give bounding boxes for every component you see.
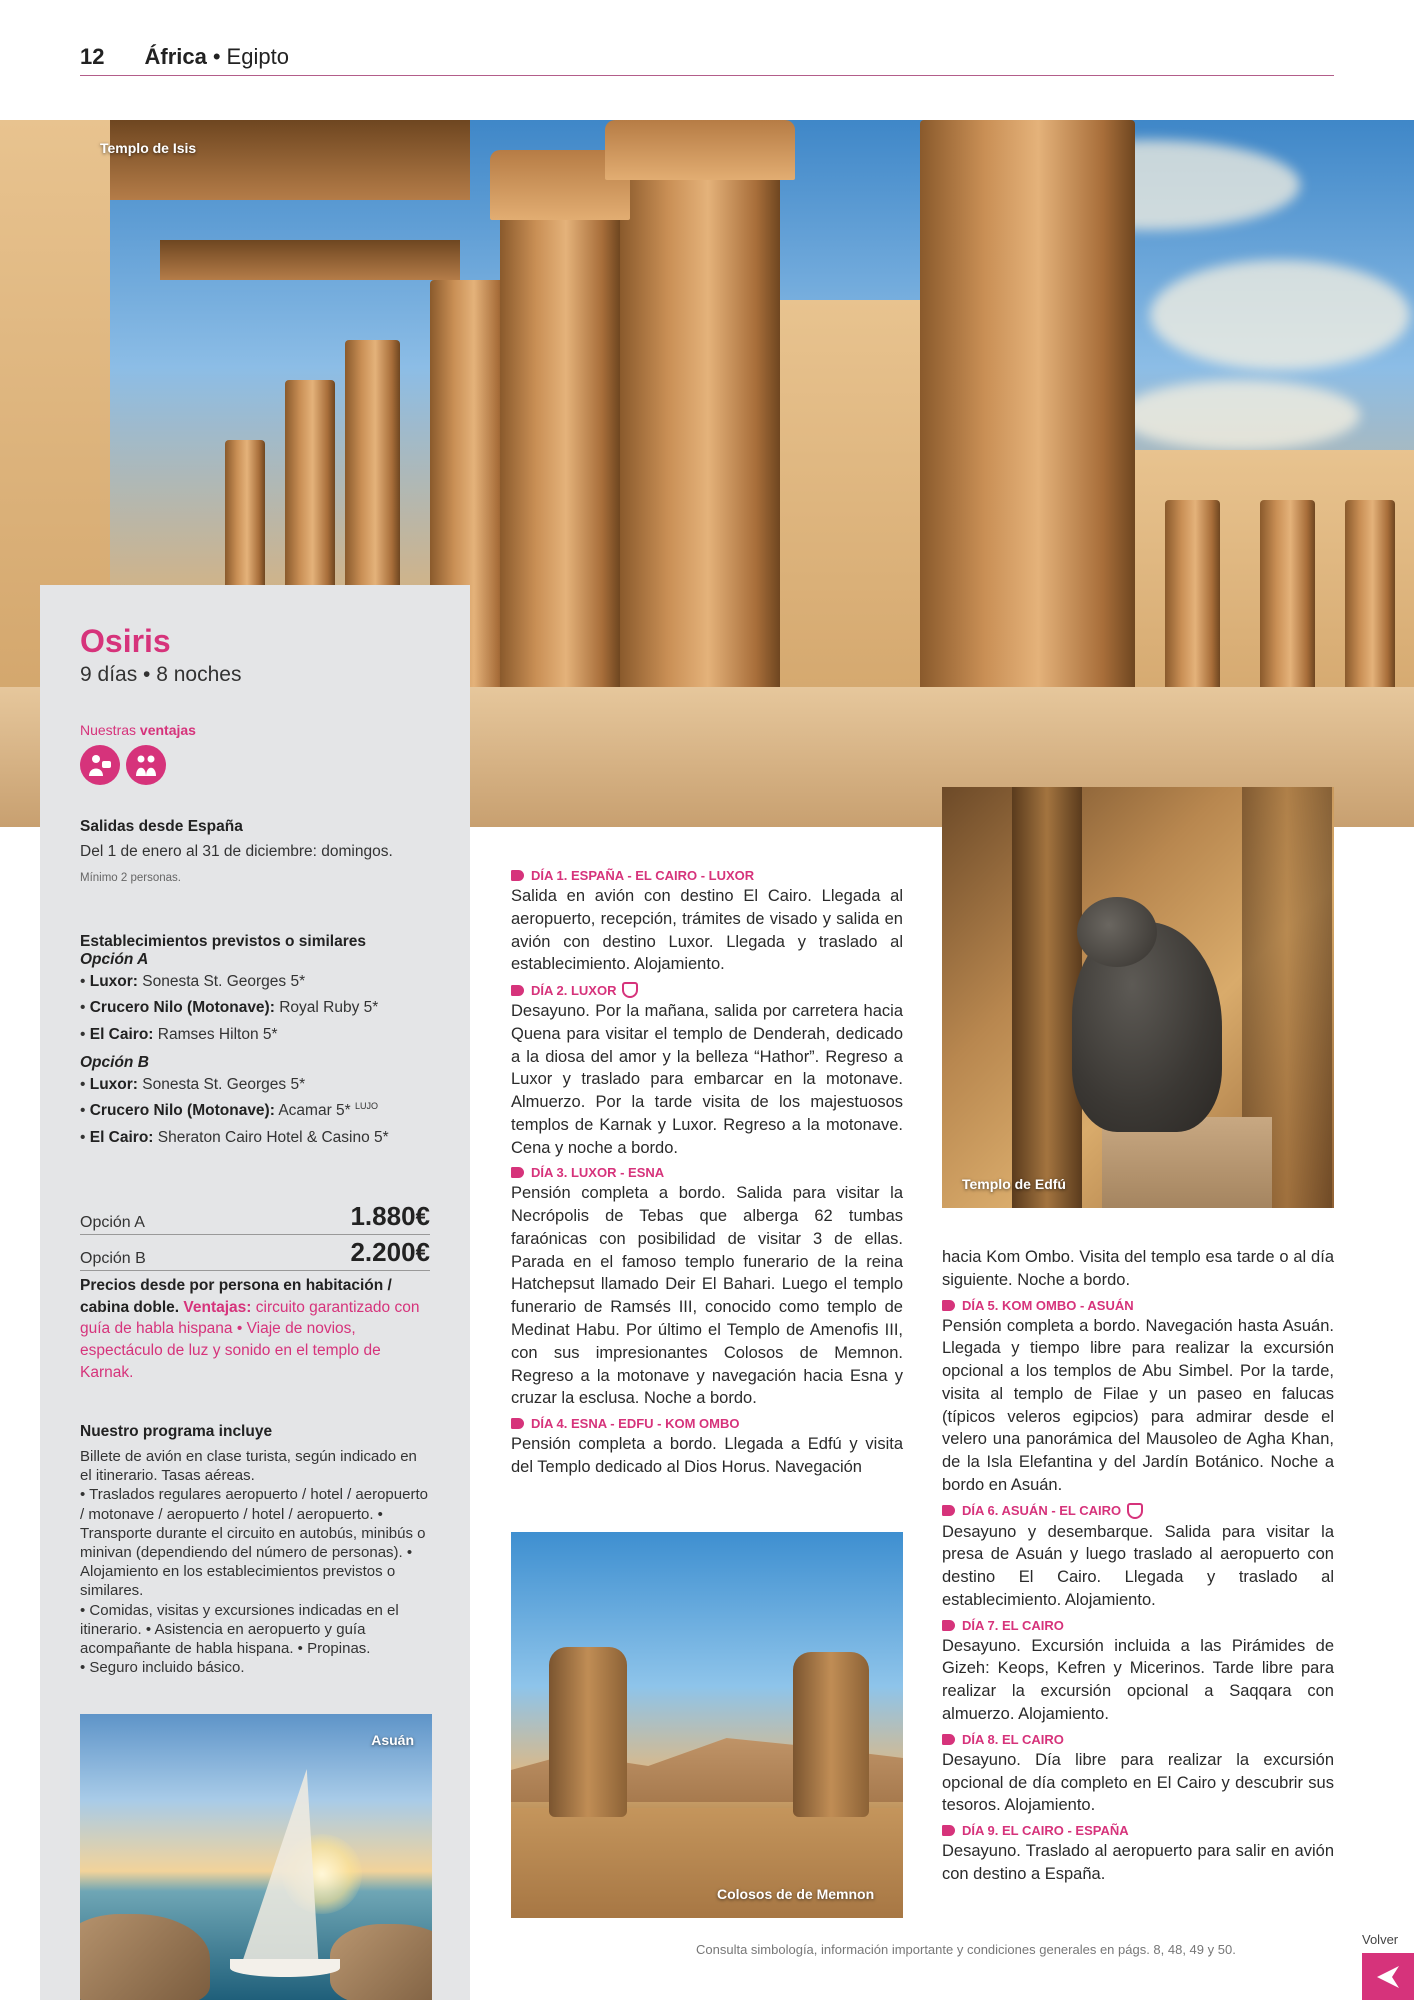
back-button[interactable]	[1362, 1953, 1414, 2000]
itinerary-day	[942, 1618, 1334, 1726]
day-marker-icon	[511, 870, 524, 881]
aswan-caption: Asuán	[371, 1732, 414, 1748]
includes-body	[80, 1447, 430, 1677]
option-b-heading: Opción B	[80, 1054, 149, 1072]
day-text: Pensión completa a bordo. Llegada a Edfú y visita del Templo dedicado al Dios Horus. Navegación	[511, 1435, 903, 1476]
price-row-option-b	[80, 1237, 430, 1271]
hotel-item: • Crucero Nilo (Motonave): Acamar 5* $^{LUJO}$	[80, 1101, 379, 1120]
day-marker-icon	[511, 1418, 524, 1429]
day-marker-icon	[511, 1167, 524, 1178]
day-heading: DÍA 4. ESNA - EDFU - KOM OMBO	[511, 1416, 903, 1431]
itinerary-day	[942, 1823, 1334, 1886]
price-label: Opción A	[80, 1214, 145, 1231]
region-label: África	[144, 44, 207, 69]
price-note	[80, 1275, 430, 1383]
price-label: Opción B	[80, 1250, 146, 1267]
includes-line: Billete de avión en clase turista, según indicado en el itinerario. Tasas aéreas.	[80, 1448, 417, 1485]
trip-title: Osiris	[80, 623, 171, 659]
horus-caption: Templo de Edfú	[962, 1176, 1066, 1192]
itinerary-day	[942, 1503, 1334, 1612]
day-marker-icon	[942, 1505, 955, 1516]
itinerary-day	[511, 1416, 903, 1479]
back-label[interactable]: Volver	[1362, 1932, 1399, 1947]
includes-line: • Seguro incluido básico.	[80, 1659, 245, 1677]
trip-duration: 9 días • 8 noches	[80, 663, 242, 686]
day-marker-icon	[942, 1734, 955, 1745]
day-text: Pensión completa a bordo. Navegación hasta Asuán. Llegada y tiempo libre para realizar la excursión opcional a los templos de Abu Simbel. Por la tarde, visita al templo de Filae y un paseo en falucas (típicos veleros egipcios) para admirar desde el velero una panorámica del Mausoleo de Agha Khan, de la Isla Elefantina y del Jardín Botánico. Noche a bordo en Asuán.	[942, 1316, 1334, 1494]
advantages-label	[80, 722, 196, 738]
day-heading: DÍA 2. LUXOR	[511, 982, 903, 998]
page-number: 12	[80, 44, 105, 69]
ship-icon	[622, 982, 638, 998]
hotel-item: • Luxor: Sonesta St. Georges 5*	[80, 973, 306, 990]
day-marker-icon	[942, 1620, 955, 1631]
day-text-continued: hacia Kom Ombo. Visita del templo esa tarde o al día siguiente. Noche a bordo.	[942, 1248, 1334, 1289]
hotel-item: • El Cairo: Ramses Hilton 5*	[80, 1025, 278, 1043]
day-heading: DÍA 9. EL CAIRO - ESPAÑA	[942, 1823, 1334, 1838]
itinerary-day	[942, 1298, 1334, 1497]
day-heading: DÍA 6. ASUÁN - EL CAIRO	[942, 1503, 1334, 1519]
price-note-ventajas-label: Ventajas:	[183, 1298, 252, 1316]
day-marker-icon	[942, 1825, 955, 1836]
day-heading: DÍA 1. ESPAÑA - EL CAIRO - LUXOR	[511, 868, 903, 883]
country-label: Egipto	[226, 44, 289, 69]
photo-aswan	[80, 1714, 432, 2000]
day-marker-icon	[942, 1300, 955, 1311]
establishments-title: Establecimientos previstos o similares	[80, 933, 367, 950]
itinerary-column-middle	[511, 862, 903, 1479]
day-text: Desayuno. Día libre para realizar la excursión opcional de día completo en El Cairo y descubrir sus tesoros. Alojamiento.	[942, 1750, 1334, 1815]
hotel-item: • Luxor: Sonesta St. Georges 5*	[80, 1076, 306, 1094]
itinerary-day	[942, 1732, 1334, 1817]
includes-line: • Comidas, visitas y excursiones indicadas en el itinerario. • Asistencia en aeropuerto y guía acompañante de habla hispana. • Propinas.	[80, 1601, 399, 1657]
header-separator: •	[212, 44, 221, 69]
itinerary-column-right	[942, 1246, 1334, 1886]
price-note-ventajas-text: circuito garantizado con guía de habla hispana • Viaje de novios, espectáculo de luz y sonido en el templo de Karnak.	[80, 1298, 420, 1381]
day-text: Desayuno. Por la mañana, salida por carretera hacia Quena para visitar el templo de Denderah, dedicado a la diosa del amor y la belleza “Hathor”. Regreso a Luxor y traslado para embarcar en la motonave. Almuerzo. Por la tarde visita de los majestuosos templos de Karnak y Luxor. Regreso a la motonave. Cena y noche a bordo.	[511, 1002, 903, 1157]
day-heading: DÍA 7. EL CAIRO	[942, 1618, 1334, 1633]
option-a-heading: Opción A	[80, 951, 149, 968]
advantages-word: ventajas	[139, 722, 196, 738]
departures-title: Salidas desde España	[80, 818, 243, 835]
day-heading: DÍA 5. KOM OMBO - ASUÁN	[942, 1298, 1334, 1313]
hotel-item: • Crucero Nilo (Motonave): Royal Ruby 5*	[80, 999, 379, 1017]
day-text: Desayuno. Excursión incluida a las Pirámides de Gizeh: Keops, Kefren y Micerinos. Tarde libre para realizar la excursión opcional a Saqqara con almuerzo. Alojamiento.	[942, 1636, 1334, 1724]
includes-title: Nuestro programa incluye	[80, 1423, 273, 1440]
advantages-prefix: Nuestras	[80, 722, 137, 738]
day-marker-icon	[511, 985, 524, 996]
back-arrow-icon	[1373, 1962, 1403, 1992]
includes-line: • Traslados regulares aeropuerto / hotel / aeropuerto / motonave / aeropuerto / hotel / aeropuerto. • Transporte durante el circuito en autobús, minibús o minivan (dependiendo del número de personas). • Alojamiento en los establecimientos previstos o similares.	[80, 1486, 428, 1600]
page-header	[80, 44, 1334, 76]
price-row-option-a	[80, 1201, 430, 1235]
price-note-main: Precios desde por persona en habitación / cabina doble.	[80, 1277, 392, 1316]
day-text: Desayuno y desembarque. Salida para visitar la presa de Asuán y luego traslado al aeropuerto con destino El Cairo. Llegada y traslado al establecimiento. Alojamiento.	[942, 1522, 1334, 1609]
hotel-item: • El Cairo: Sheraton Cairo Hotel & Casino 5*	[80, 1128, 389, 1146]
couple-icon	[126, 745, 166, 785]
itinerary-day	[511, 982, 903, 1159]
price-amount: 2.200€	[350, 1237, 430, 1267]
ship-icon	[1127, 1503, 1143, 1519]
footer-note: Consulta simbología, información importante y condiciones generales en págs. 8, 48, 49 y 50.	[696, 1942, 1236, 1957]
day-text: Desayuno. Traslado al aeropuerto para salir en avión con destino a España.	[942, 1842, 1334, 1883]
photo-colossi-of-memnon	[511, 1532, 903, 1918]
photo-temple-of-edfu	[942, 787, 1334, 1208]
guide-icon	[80, 745, 120, 785]
hero-caption: Templo de Isis	[100, 140, 197, 156]
itinerary-day	[511, 868, 903, 976]
price-amount: 1.880€	[350, 1201, 430, 1231]
memnon-caption: Colosos de de Memnon	[717, 1886, 875, 1902]
day-heading: DÍA 3. LUXOR - ESNA	[511, 1165, 903, 1180]
departures-dates: Del 1 de enero al 31 de diciembre: domingos.	[80, 843, 393, 860]
day-heading: DÍA 8. EL CAIRO	[942, 1732, 1334, 1747]
itinerary-day	[511, 1165, 903, 1410]
departures-minimum: Mínimo 2 personas.	[80, 872, 181, 885]
day-text: Salida en avión con destino El Cairo. Llegada al aeropuerto, recepción, trámites de visado y salida en avión con destino Luxor. Llegada y traslado al establecimiento. Alojamiento.	[511, 887, 903, 974]
day-text: Pensión completa a bordo. Salida para visitar la Necrópolis de Tebas que alberga 62 tumbas faraónicas con posibilidad de visitar 3 de ellas. Parada en el famoso templo funerario de la reina Hatchepsut llamado Deir El Bahari. Luego el templo funerario de Ramsés III, conocido como templo de Medinat Habu. Por último el Templo de Amenofis III, con sus impresionantes Colosos de Memnon. Regreso a la motonave y navegación hacia Esna y cruzar la esclusa. Noche a bordo.	[511, 1184, 903, 1408]
